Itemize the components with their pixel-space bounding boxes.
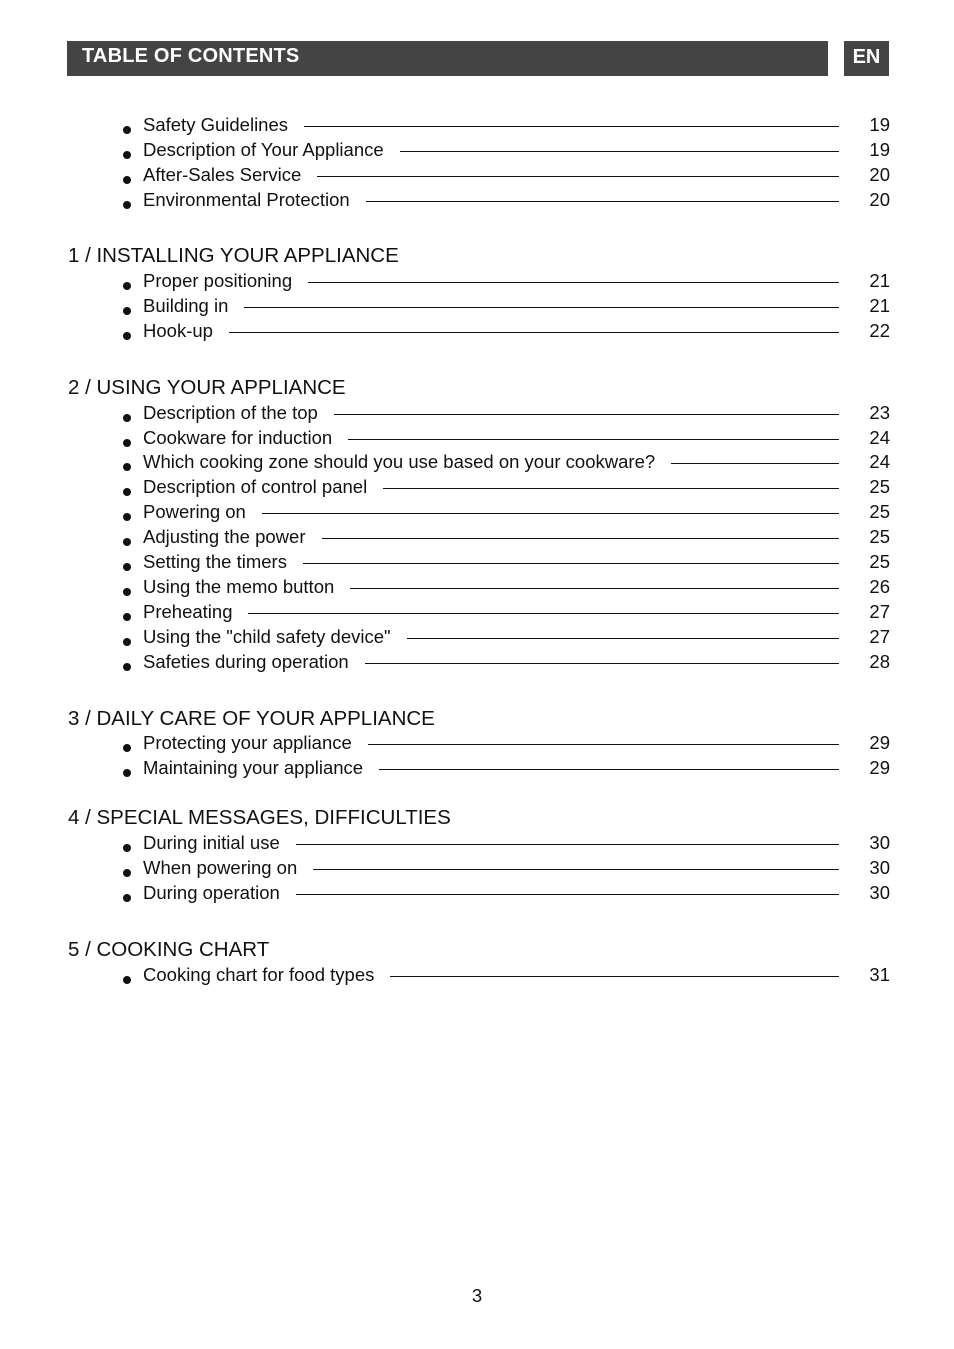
bullet-icon (123, 513, 131, 521)
toc-entry[interactable] (0, 189, 954, 222)
bullet-icon (123, 769, 131, 777)
toc-page-number: 24 (869, 451, 890, 472)
bullet-icon (123, 414, 131, 422)
toc-entry-label: Cooking chart for food types (143, 964, 375, 985)
toc-entry-label: Powering on (143, 501, 246, 522)
bullet-icon (123, 663, 131, 671)
toc-page-number: 22 (869, 320, 890, 341)
toc-page-number: 27 (869, 626, 890, 647)
toc-page-number: 19 (869, 114, 890, 135)
bullet-icon (123, 307, 131, 315)
toc-entry-label: Preheating (143, 601, 233, 622)
bullet-icon (123, 151, 131, 159)
leader-line (322, 538, 840, 539)
leader-line (407, 638, 839, 639)
bullet-icon (123, 869, 131, 877)
toc-entry-label: During operation (143, 882, 280, 903)
leader-line (248, 613, 839, 614)
leader-line (334, 414, 839, 415)
toc-page-number: 25 (869, 476, 890, 497)
toc-page-number: 24 (869, 427, 890, 448)
leader-line (390, 976, 839, 977)
toc-entry-label: Environmental Protection (143, 189, 350, 210)
toc-entry-label: Description of control panel (143, 476, 368, 497)
footer-page-number: 3 (471, 1285, 483, 1306)
toc-page-number: 28 (869, 651, 890, 672)
bullet-icon (123, 894, 131, 902)
leader-line (296, 844, 839, 845)
leader-line (400, 151, 839, 152)
toc-entry-label: Adjusting the power (143, 526, 306, 547)
bullet-icon (123, 126, 131, 134)
page-title: TABLE OF CONTENTS (82, 45, 300, 67)
leader-line (313, 869, 839, 870)
bullet-icon (123, 463, 131, 471)
toc-page-number: 30 (869, 882, 890, 903)
section-heading[interactable]: 1 / INSTALLING YOUR APPLIANCE (68, 244, 399, 267)
leader-line (296, 894, 839, 895)
bullet-icon (123, 282, 131, 290)
section-heading[interactable]: 4 / SPECIAL MESSAGES, DIFFICULTIES (68, 806, 451, 829)
leader-line (383, 488, 839, 489)
leader-line (303, 563, 839, 564)
toc-page-number: 31 (869, 964, 890, 985)
toc-page-number: 29 (869, 732, 890, 753)
toc-entry[interactable] (0, 651, 954, 684)
leader-line (348, 439, 839, 440)
section-heading[interactable]: 5 / COOKING CHART (68, 938, 270, 961)
toc-entry-label: After-Sales Service (143, 164, 302, 185)
bullet-icon (123, 538, 131, 546)
bullet-icon (123, 332, 131, 340)
leader-line (671, 463, 839, 464)
bullet-icon (123, 844, 131, 852)
toc-page-number: 21 (869, 270, 890, 291)
section-heading[interactable]: 2 / USING YOUR APPLIANCE (68, 376, 346, 399)
leader-line (366, 201, 839, 202)
toc-entry-label: Which cooking zone should you use based on your cookware? (143, 451, 656, 472)
toc-page-number: 23 (869, 402, 890, 423)
toc-page-number: 25 (869, 551, 890, 572)
bullet-icon (123, 744, 131, 752)
bullet-icon (123, 588, 131, 596)
toc-entry-label: Hook-up (143, 320, 213, 341)
leader-line (304, 126, 839, 127)
toc-entry[interactable] (0, 757, 954, 790)
toc-entry-label: Maintaining your appliance (143, 757, 364, 778)
toc-entry[interactable] (0, 882, 954, 915)
leader-line (229, 332, 839, 333)
leader-line (262, 513, 839, 514)
toc-page-number: 26 (869, 576, 890, 597)
toc-entry[interactable] (0, 964, 954, 997)
leader-line (365, 663, 839, 664)
header-bar (67, 41, 828, 76)
toc-page-number: 29 (869, 757, 890, 778)
bullet-icon (123, 563, 131, 571)
bullet-icon (123, 638, 131, 646)
toc-entry-label: Description of Your Appliance (143, 139, 384, 160)
bullet-icon (123, 976, 131, 984)
toc-page-number: 20 (869, 164, 890, 185)
toc-page-number: 20 (869, 189, 890, 210)
leader-line (368, 744, 839, 745)
bullet-icon (123, 613, 131, 621)
leader-line (379, 769, 839, 770)
toc-page-number: 21 (869, 295, 890, 316)
toc-entry-label: Cookware for induction (143, 427, 333, 448)
toc-page-number: 30 (869, 832, 890, 853)
bullet-icon (123, 488, 131, 496)
language-badge: EN (844, 41, 889, 76)
toc-page-number: 25 (869, 526, 890, 547)
toc-entry-label: Protecting your appliance (143, 732, 352, 753)
bullet-icon (123, 201, 131, 209)
toc-entry-label: Using the memo button (143, 576, 335, 597)
section-heading[interactable]: 3 / DAILY CARE OF YOUR APPLIANCE (68, 707, 435, 730)
toc-entry-label: When powering on (143, 857, 298, 878)
toc-page-number: 30 (869, 857, 890, 878)
bullet-icon (123, 176, 131, 184)
toc-entry-label: Safety Guidelines (143, 114, 289, 135)
leader-line (308, 282, 839, 283)
leader-line (350, 588, 839, 589)
toc-entry-label: Setting the timers (143, 551, 287, 572)
toc-entry[interactable] (0, 320, 954, 353)
bullet-icon (123, 439, 131, 447)
toc-entry-label: Description of the top (143, 402, 318, 423)
toc-page-number: 27 (869, 601, 890, 622)
toc-entry-label: Safeties during operation (143, 651, 349, 672)
leader-line (244, 307, 839, 308)
toc-entry-label: Proper positioning (143, 270, 293, 291)
toc-entry-label: During initial use (143, 832, 280, 853)
leader-line (317, 176, 839, 177)
toc-entry-label: Building in (143, 295, 229, 316)
toc-page-number: 25 (869, 501, 890, 522)
toc-entry-label: Using the "child safety device" (143, 626, 391, 647)
toc-page-number: 19 (869, 139, 890, 160)
